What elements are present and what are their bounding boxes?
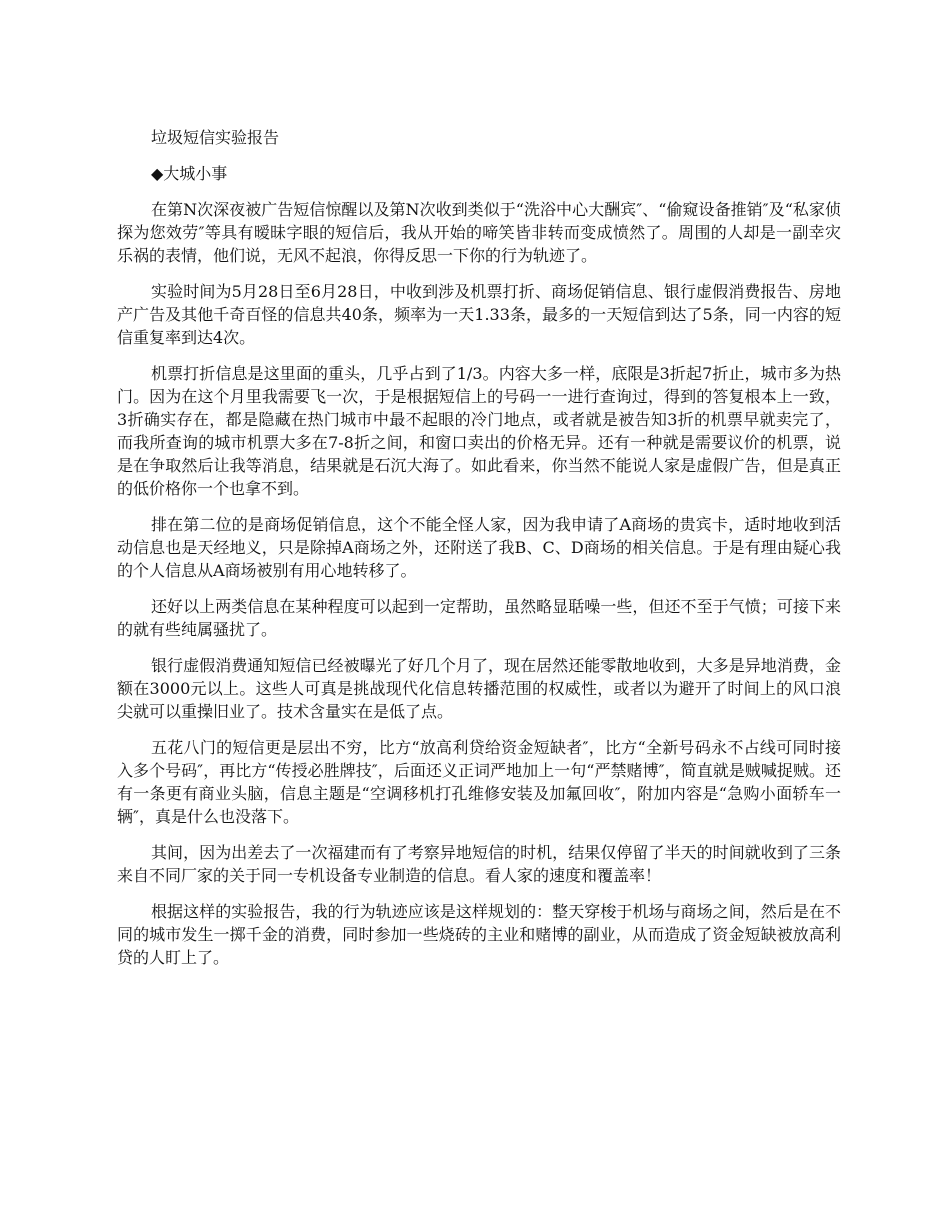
paragraph-4: 排在第二位的是商场促销信息，这个不能全怪人家，因为我申请了A商场的贵宾卡，适时地收到活动信息也是天经地义，只是除掉A商场之外，还附送了我B、C、D商场的相关信息。于是有理由疑心我的个人信息从A商场被别有用心地转移了。 [117,515,841,580]
paragraph-9: 根据这样的实验报告，我的行为轨迹应该是这样规划的：整天穿梭于机场与商场之间，然后是在不同的城市发生一掷千金的消费，同时参加一些烧砖的主业和赌博的副业，从而造成了资金短缺被放高利贷的人盯上了。 [117,902,841,967]
paragraph-2: 实验时间为5月28日至6月28日，中收到涉及机票打折、商场促销信息、银行虚假消费报告、房地产广告及其他千奇百怪的信息共40条，频率为一天1.33条，最多的一天短信到达了5条，同一内容的短信重复率到达4次。 [117,282,841,347]
paragraph-7: 五花八门的短信更是层出不穷，比方“放高利贷给资金短缺者″，比方“全新号码永不占线可同时接入多个号码″，再比方“传授必胜牌技″，后面还义正词严地加上一句“严禁赌博″，简直就是贼喊捉贼。还有一条更有商业头脑，信息主题是“空调移机打孔维修安装及加氟回收″，附加内容是“急购小面轿车一辆″，真是什么也没落下。 [117,738,841,826]
section-heading: ◆大城小事 [151,164,228,183]
document-title: 垃圾短信实验报告 [151,128,280,147]
paragraph-8: 其间，因为出差去了一次福建而有了考察异地短信的时机，结果仅停留了半天的时间就收到了三条来自不同厂家的关于同一专机设备专业制造的信息。看人家的速度和覆盖率！ [117,843,841,885]
document-body [117,126,841,982]
paragraph-6: 银行虚假消费通知短信已经被曝光了好几个月了，现在居然还能零散地收到，大多是异地消费，金额在3000元以上。这些人可真是挑战现代化信息转播范围的权威性，或者以为避开了时间上的风口浪尖就可以重操旧业了。技术含量实在是低了点。 [117,656,841,721]
paragraph-1: 在第N次深夜被广告短信惊醒以及第N次收到类似于“洗浴中心大酬宾″、“偷窥设备推销″及“私家侦探为您效劳″等具有暧昧字眼的短信后，我从开始的啼笑皆非转而变成愤然了。周围的人却是一副幸灾乐祸的表情，他们说，无风不起浪，你得反思一下你的行为轨迹了。 [117,200,841,265]
paragraph-3: 机票打折信息是这里面的重头，几乎占到了1/3。内容大多一样，底限是3折起7折止，城市多为热门。因为在这个月里我需要飞一次，于是根据短信上的号码一一进行查询过，得到的答复根本上一致，3折确实存在，都是隐藏在热门城市中最不起眼的冷门地点，或者就是被告知3折的机票早就卖完了，而我所查询的城市机票大多在7-8折之间，和窗口卖出的价格无异。还有一种就是需要议价的机票，说是在争取然后让我等消息，结果就是石沉大海了。如此看来，你当然不能说人家是虚假广告，但是真正的低价格你一个也拿不到。 [117,364,841,498]
paragraph-5: 还好以上两类信息在某种程度可以起到一定帮助，虽然略显聒噪一些，但还不至于气愤；可接下来的就有些纯属骚扰了。 [117,597,841,639]
